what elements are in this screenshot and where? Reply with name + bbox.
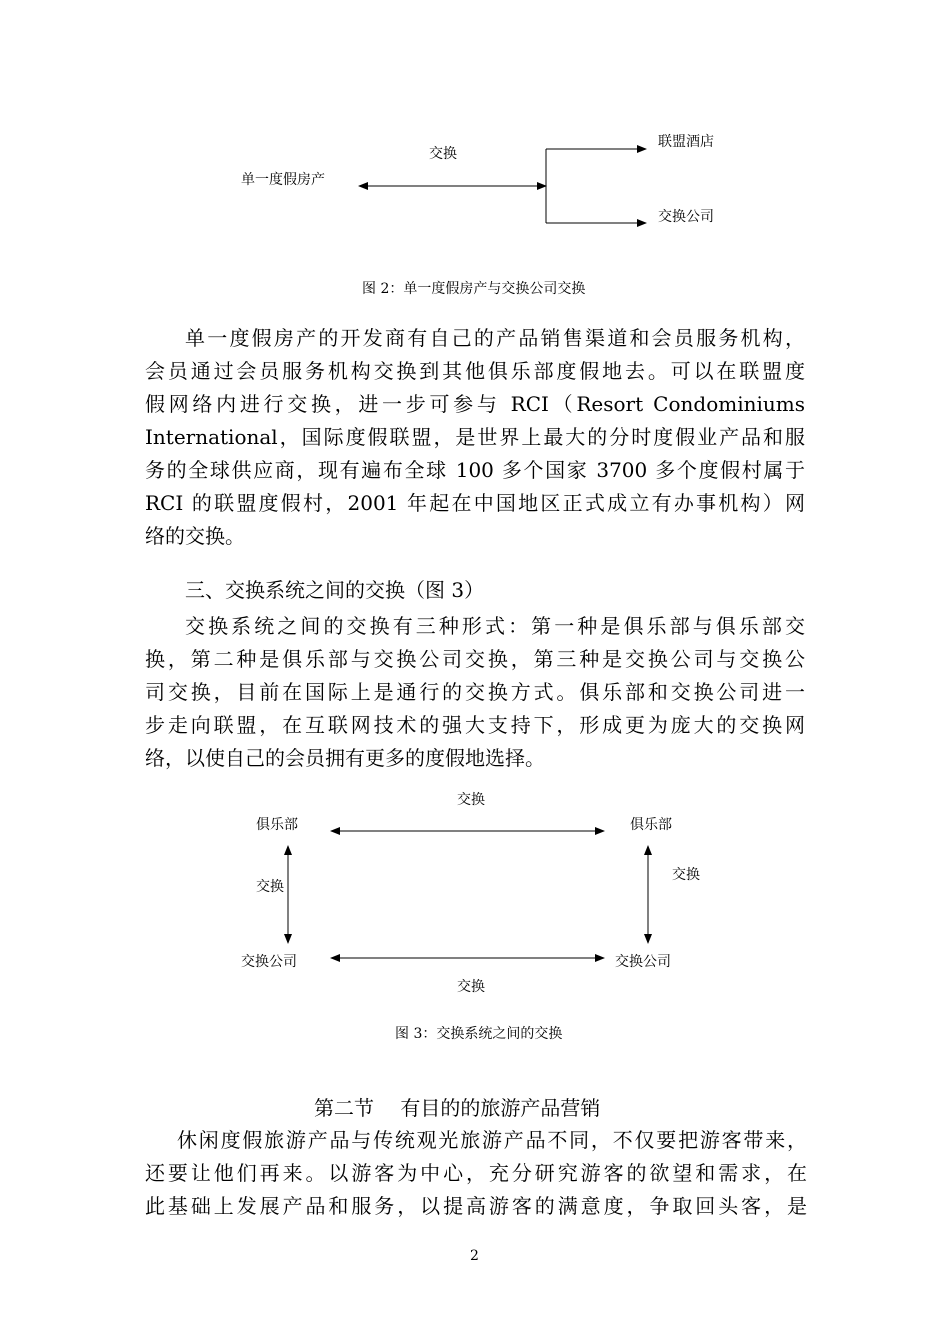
section-3-heading: 三、交换系统之间的交换（图 3） — [185, 578, 485, 602]
paragraph-line: 会员通过会员服务机构交换到其他俱乐部度假地去。可以在联盟度 — [145, 359, 805, 383]
fig3-left-exchange-label: 交换 — [256, 879, 284, 895]
paragraph-1 — [145, 322, 805, 553]
fig3-club-left-label: 俱乐部 — [256, 817, 298, 833]
paragraph-line: RCI 的联盟度假村，2001 年起在中国地区正式成立有办事机构）网 — [145, 491, 805, 515]
figure-2-caption: 图 2：单一度假房产与交换公司交换 — [362, 281, 586, 297]
paragraph-line: 休闲度假旅游产品与传统观光旅游产品不同，不仅要把游客带来， — [177, 1128, 807, 1152]
paragraph-line: 换，第二种是俱乐部与交换公司交换，第三种是交换公司与交换公 — [145, 647, 805, 671]
page-number: 2 — [470, 1248, 479, 1264]
paragraph-line: 络的交换。 — [145, 524, 245, 548]
paragraph-line: 此基础上发展产品和服务，以提高游客的满意度，争取回头客，是 — [145, 1194, 807, 1218]
paragraph-line: 络，以使自己的会员拥有更多的度假地选择。 — [145, 746, 545, 770]
paragraph-line: International，国际度假联盟，是世界上最大的分时度假业产品和服 — [145, 425, 805, 449]
paragraph-line: 交换系统之间的交换有三种形式：第一种是俱乐部与俱乐部交 — [185, 614, 805, 638]
fig2-exchange-company-label: 交换公司 — [658, 209, 714, 225]
paragraph-line: 还要让他们再来。以游客为中心，充分研究游客的欲望和需求，在 — [145, 1161, 807, 1185]
fig3-top-exchange-label: 交换 — [457, 792, 485, 808]
fig3-bottom-exchange-label: 交换 — [457, 979, 485, 995]
paragraph-line: 假网络内进行交换，进一步可参与 RCI（Resort Condominiums — [145, 392, 805, 416]
fig3-club-right-label: 俱乐部 — [630, 817, 672, 833]
fig3-right-exchange-label: 交换 — [672, 867, 700, 883]
fig2-exchange-label: 交换 — [429, 146, 457, 162]
section-3-paragraph — [145, 610, 805, 775]
fig3-company-left-label: 交换公司 — [241, 954, 297, 970]
figure-2-arrows — [0, 0, 950, 300]
paragraph-line: 司交换，目前在国际上是通行的交换方式。俱乐部和交换公司进一 — [145, 680, 805, 704]
paragraph-line: 务的全球供应商，现有遍布全球 100 多个国家 3700 多个度假村属于 — [145, 458, 805, 482]
paragraph-2 — [145, 1124, 807, 1223]
fig2-alliance-hotel-label: 联盟酒店 — [658, 134, 714, 150]
figure-3-caption: 图 3：交换系统之间的交换 — [395, 1026, 563, 1042]
paragraph-line: 单一度假房产的开发商有自己的产品销售渠道和会员服务机构， — [185, 326, 805, 350]
paragraph-line: 步走向联盟，在互联网技术的强大支持下，形成更为庞大的交换网 — [145, 713, 805, 737]
section-title: 第二节 有目的的旅游产品营销 — [314, 1096, 601, 1120]
fig2-source-label: 单一度假房产 — [241, 172, 325, 188]
fig3-company-right-label: 交换公司 — [615, 954, 671, 970]
